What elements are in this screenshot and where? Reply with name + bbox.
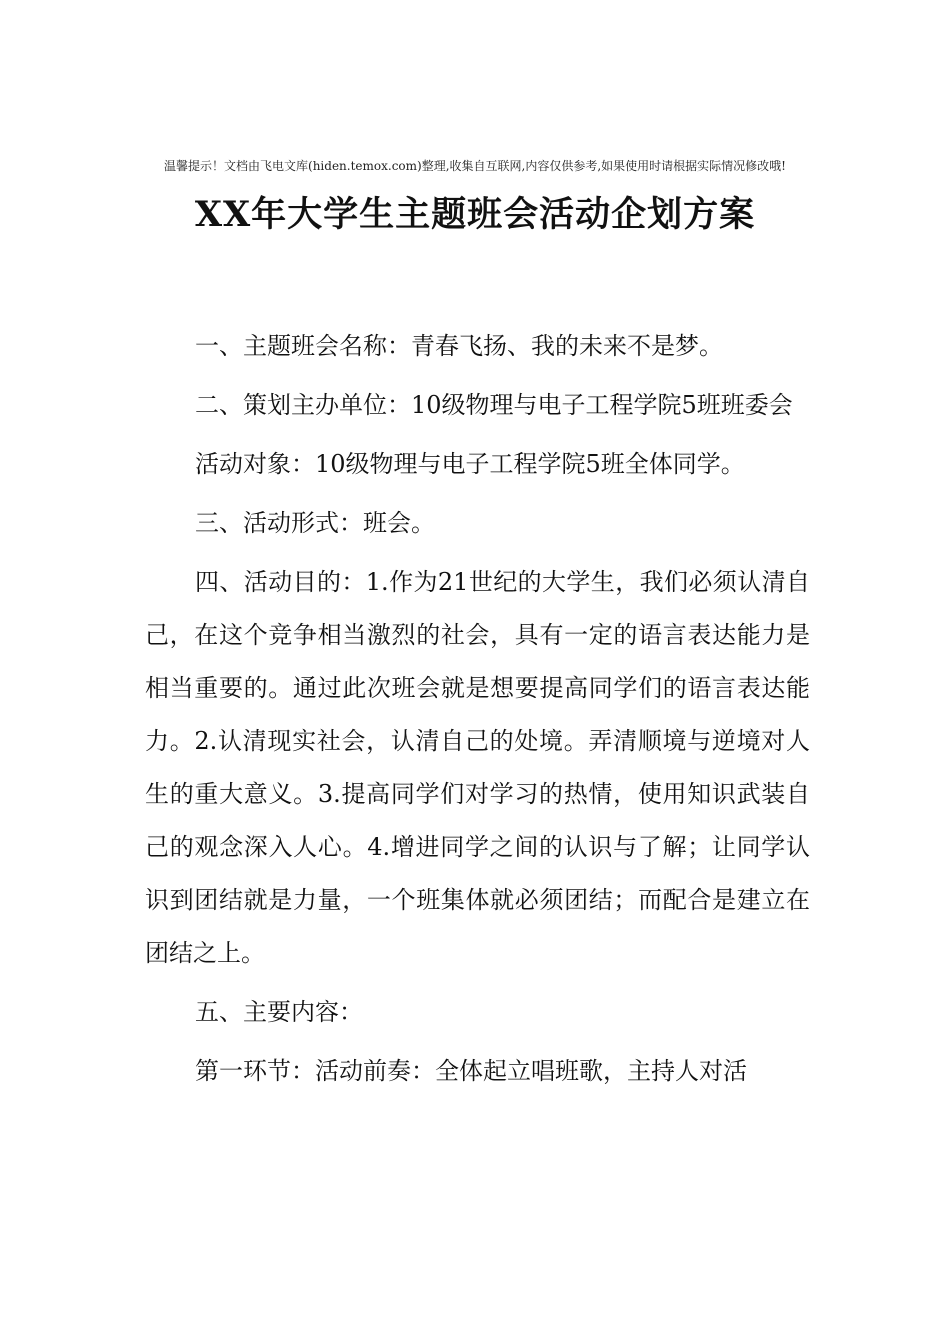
paragraph-format: 三、活动形式：班会。: [195, 509, 435, 537]
paragraph-topic-name: 一、主题班会名称：青春飞扬、我的未来不是梦。: [195, 332, 723, 360]
download-notice: 温馨提示！文档由飞电文库(hiden.temox.com)整理,收集自互联网,内容仅供参考,如果使用时请根据实际情况修改哦!: [164, 159, 786, 173]
document-body: [145, 320, 810, 1104]
document-title: XX年大学生主题班会活动企划方案: [194, 194, 756, 235]
paragraph-first-section: 第一环节：活动前奏：全体起立唱班歌，主持人对活: [195, 1057, 747, 1085]
paragraph-purpose: 四、活动目的：1.作为21世纪的大学生，我们必须认清自己，在这个竞争相当激烈的社会，具有一定的语言表达能力是相当重要的。通过此次班会就是想要提高同学们的语言表达能力。2.认清现实社会，认清自己的处境。弄清顺境与逆境对人生的重大意义。3.提高同学们对学习的热情，使用知识武装自己的观念深入人心。4.增进同学之间的认识与了解；让同学认识到团结就是力量，一个班集体就必须团结；而配合是建立在团结之上。: [145, 568, 810, 967]
paragraph-content-heading: 五、主要内容：: [195, 998, 363, 1026]
paragraph-organizer: 二、策划主办单位：10级物理与电子工程学院5班班委会: [195, 391, 793, 419]
paragraph-audience: 活动对象：10级物理与电子工程学院5班全体同学。: [195, 450, 745, 478]
